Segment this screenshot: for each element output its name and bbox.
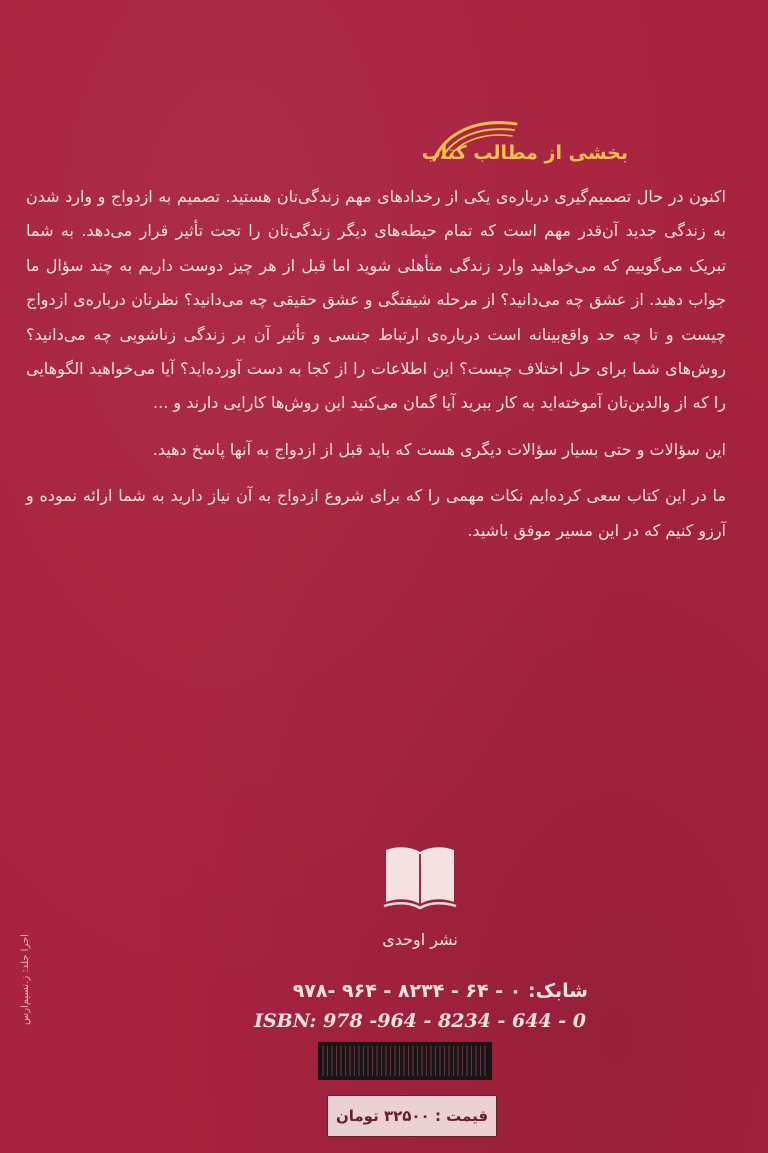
cover-design-credit bbox=[20, 934, 31, 1025]
cover-design-credit-text: اجرا جلد: ز.نسیم‌ارس bbox=[20, 934, 31, 1025]
excerpt-paragraph: این سؤالات و حتی بسیار سؤالات دیگری هست که باید قبل از ازدواج به آنها پاسخ دهید. bbox=[152, 439, 726, 459]
excerpt-heading-group bbox=[421, 112, 628, 172]
isbn-latin: ISBN: 978 -964 - 8234 - 644 - 0 bbox=[254, 1010, 586, 1032]
excerpt-body bbox=[26, 180, 726, 560]
isbn-persian: شابک: ۰ - ۶۴ - ۸۲۳۴ - ۹۶۴ -۹۷۸ bbox=[292, 980, 588, 1002]
excerpt-heading: بخشی از مطالب کتاب bbox=[421, 142, 628, 164]
excerpt-paragraph: ما در این کتاب سعی کرده‌ایم نکات مهمی را که برای شروع ازدواج به آن نیاز دارید به شما ارائه نموده و آرزو کنیم که در این مسیر موفق باشید. bbox=[26, 486, 726, 540]
excerpt-paragraph: اکنون در حال تصمیم‌گیری درباره‌ی یکی از رخدادهای مهم زندگی‌تان هستید. تصمیم به ازدواج و وارد شدن به زندگی جدید آن‌قدر مهم است که تمام حیطه‌های دیگر زندگی‌تان را تحت تأثیر قرار می‌دهد. به شما تبریک می‌گوییم که می‌خواهید وارد زندگی متأهلی شوید اما قبل از هر چیز دوست داریم به چند سؤال ما جواب دهید. از عشق چه می‌دانید؟ از مرحله شیفتگی و عشق حقیقی چه می‌دانید؟ نظرتان درباره‌ی ازدواج چیست و تا چه حد واقع‌بینانه است درباره‌ی ارتباط جنسی و تأثیر آن بر زندگی زناشویی چه می‌دانید؟ روش‌های شما برای حل اختلاف چیست؟ این اطلاعات را از کجا به دست آورده‌اید؟ آیا می‌خواهید الگوهایی را که از والدین‌تان آموخته‌اید به کار ببرید آیا گمان می‌کنید این روش‌ها کارایی دارند و ... bbox=[26, 187, 726, 413]
barcode bbox=[318, 1042, 492, 1080]
price-label: قیمت : ۳۲۵۰۰ تومان bbox=[327, 1095, 497, 1137]
publisher-name: نشر اوحدی bbox=[382, 930, 458, 949]
barcode-pattern bbox=[322, 1046, 488, 1076]
open-book-icon bbox=[380, 838, 460, 918]
